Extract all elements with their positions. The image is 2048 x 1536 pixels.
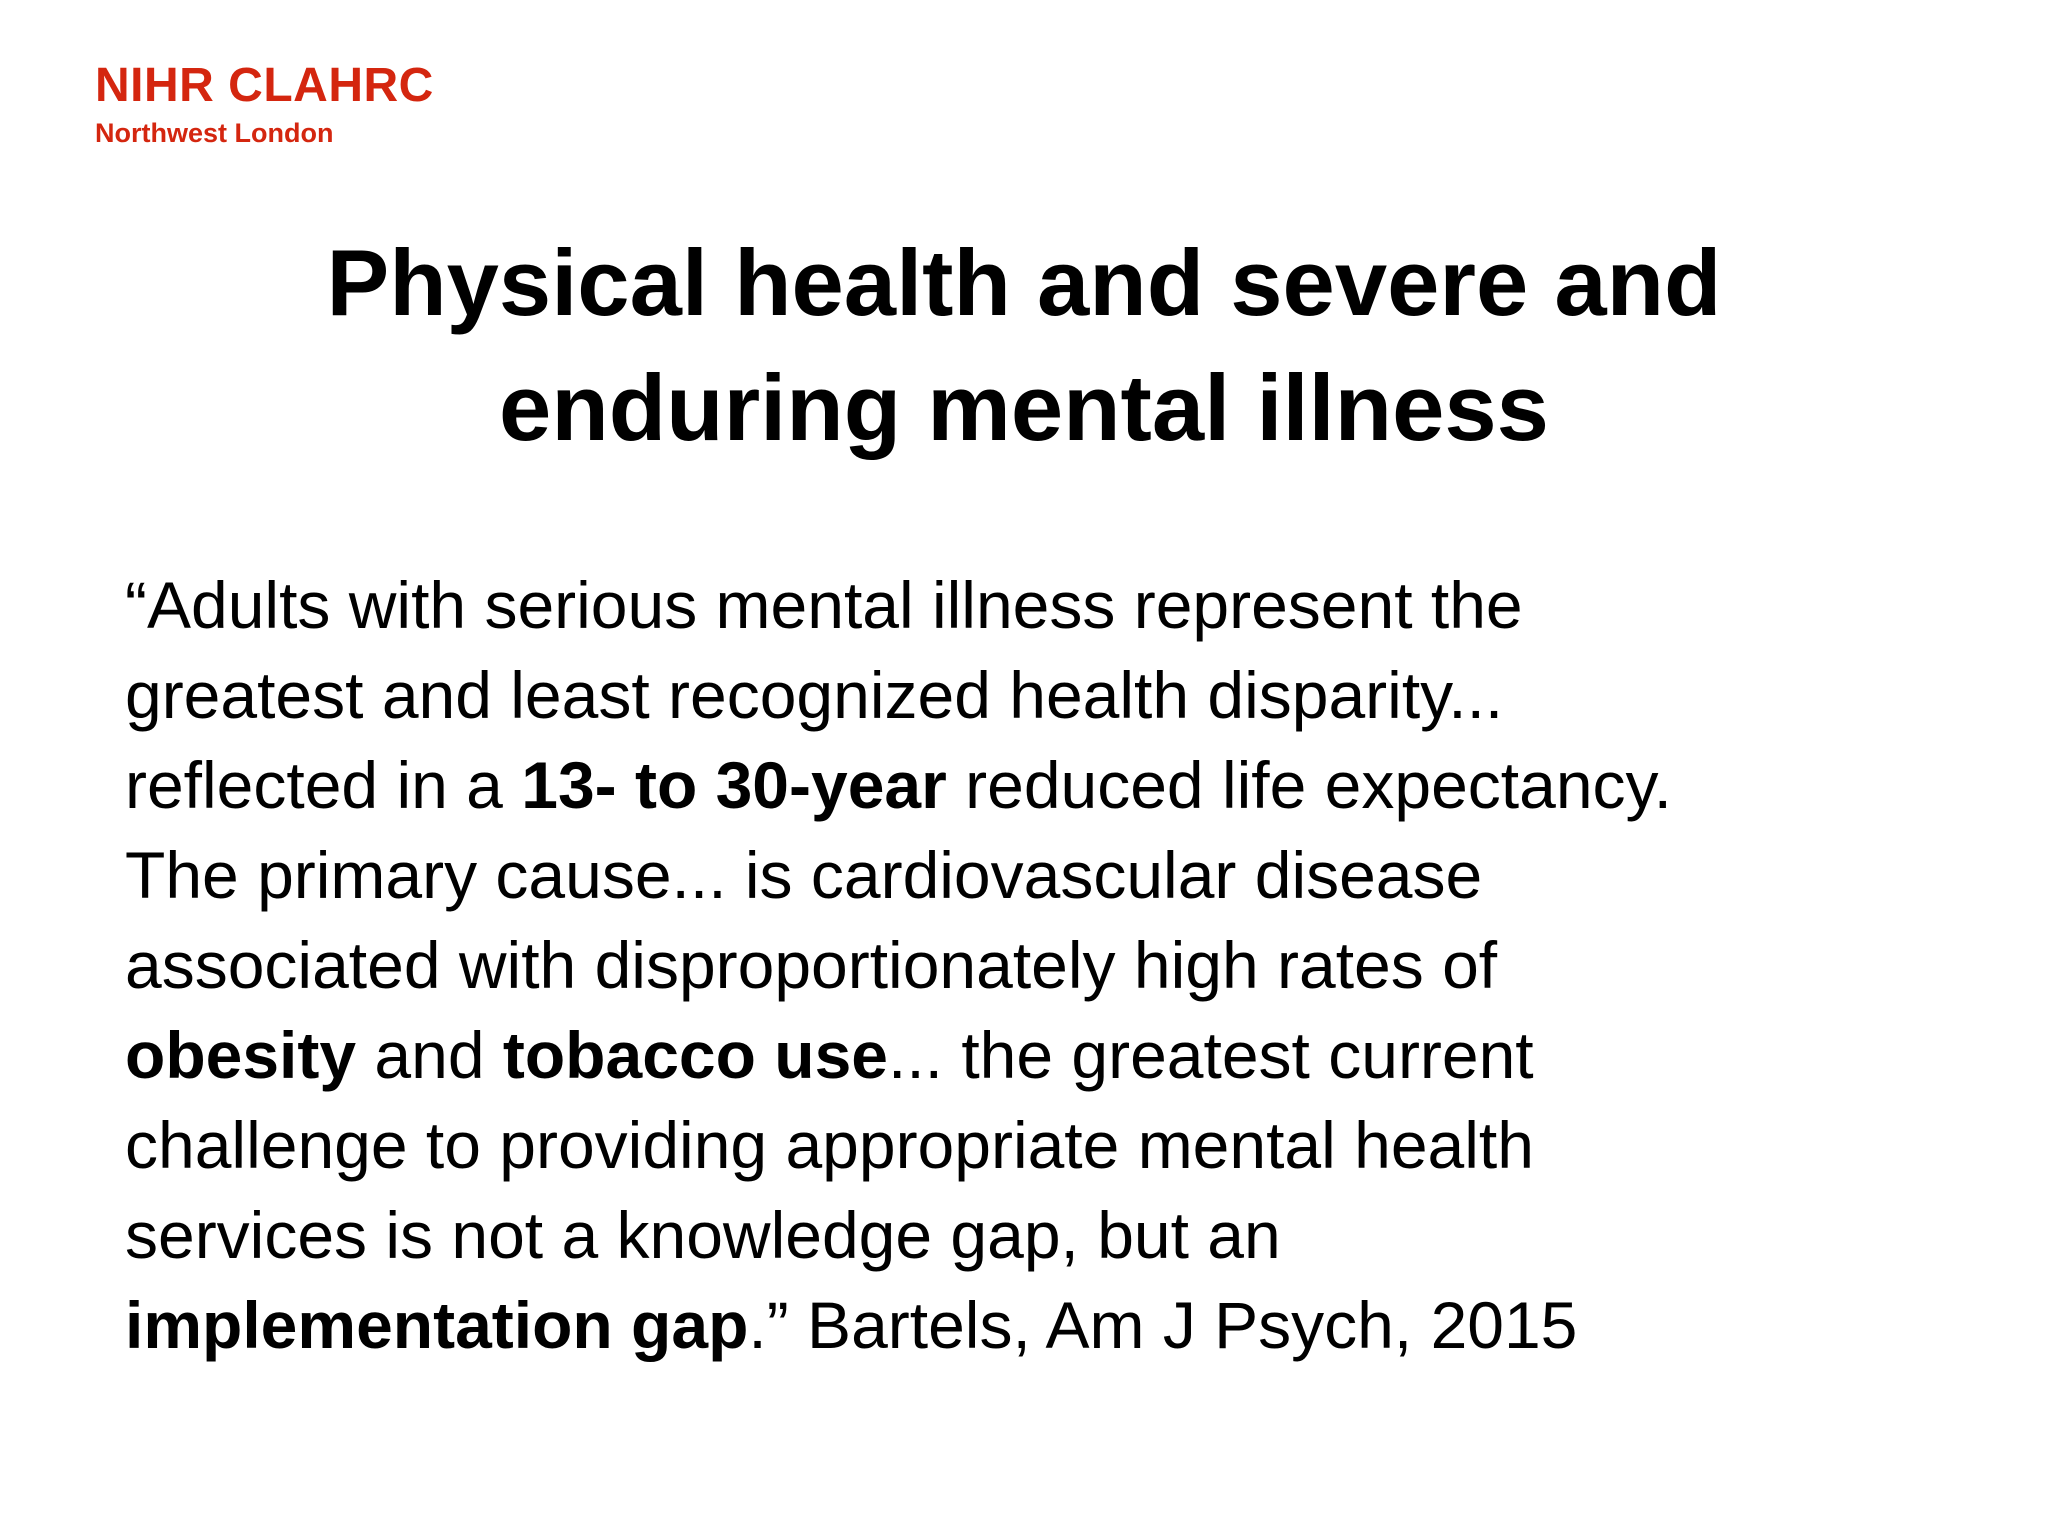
- quote-text-segment: reduced life expectancy.: [946, 748, 1672, 822]
- nihr-clahrc-logo: [95, 58, 434, 150]
- logo-region: Northwest London: [95, 118, 334, 148]
- quote-line-8: services is not a knowledge gap, but an: [125, 1198, 1281, 1272]
- slide-title-line-2: enduring mental illness: [499, 355, 1549, 460]
- quote-text: [125, 560, 1985, 1370]
- quote-text-segment: and: [356, 1018, 503, 1092]
- quote-text-segment: ... the greatest current: [887, 1018, 1534, 1092]
- emphasis-life-expectancy-range: 13- to 30-year: [521, 748, 947, 822]
- quote-line-4: The primary cause... is cardiovascular disease: [125, 838, 1483, 912]
- logo-name: NIHR CLAHRC: [95, 59, 434, 112]
- quote-line-1: “Adults with serious mental illness represent the: [125, 568, 1523, 642]
- emphasis-implementation-gap: implementation gap: [125, 1288, 749, 1362]
- emphasis-obesity: obesity: [125, 1018, 357, 1092]
- slide-title-line-1: Physical health and severe and: [326, 230, 1722, 335]
- quote-line-5: associated with disproportionately high rates of: [125, 928, 1498, 1002]
- quote-line-6: [125, 1010, 1985, 1100]
- quote-line-3: [125, 740, 1985, 830]
- quote-line-2: greatest and least recognized health disparity...: [125, 658, 1504, 732]
- quote-text-segment: reflected in a: [125, 748, 522, 822]
- emphasis-tobacco-use: tobacco use: [502, 1018, 888, 1092]
- quote-citation: .” Bartels, Am J Psych, 2015: [748, 1288, 1578, 1362]
- slide-title: [0, 220, 2048, 470]
- quote-line-7: challenge to providing appropriate mental health: [125, 1108, 1534, 1182]
- quote-line-9: [125, 1280, 1985, 1370]
